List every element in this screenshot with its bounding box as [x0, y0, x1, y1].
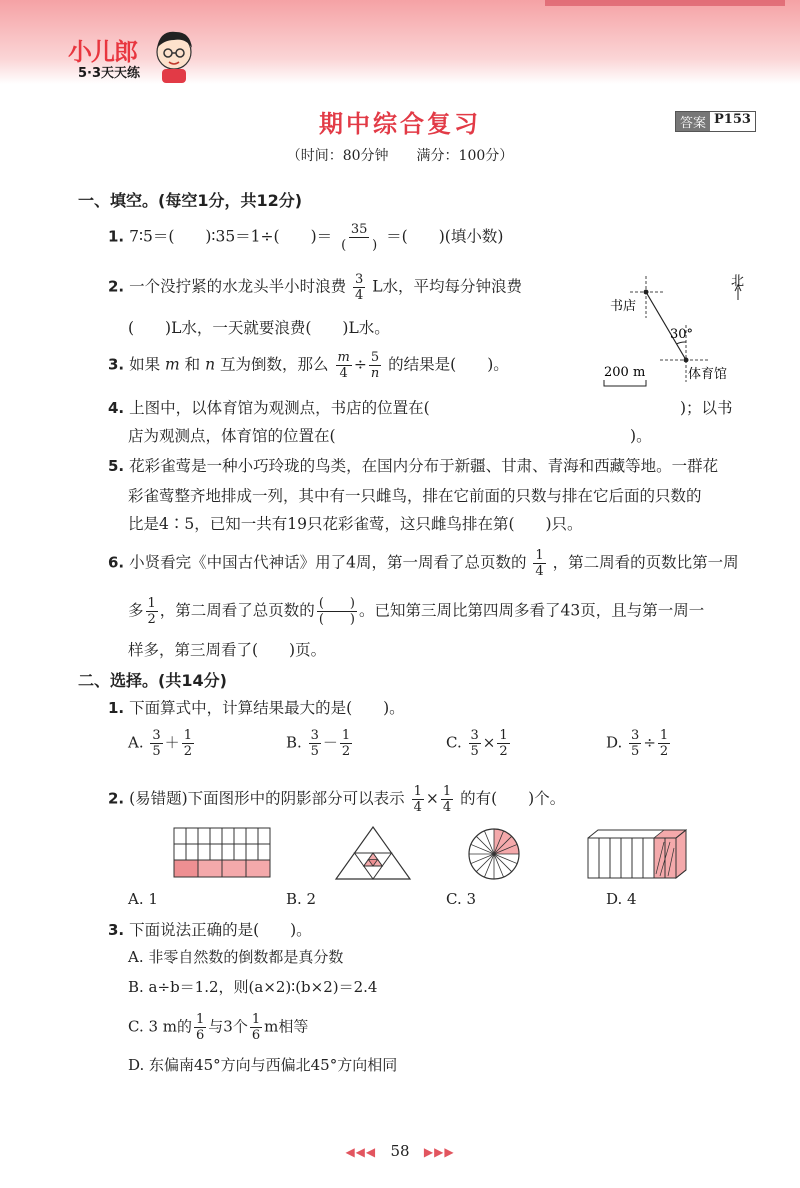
fraction — [629, 728, 641, 759]
north-label: 北 — [731, 274, 745, 289]
statement-b: B. a÷b＝1.2，则(a×2)∶(b×2)＝2.4 — [128, 978, 378, 996]
option-a — [128, 728, 196, 759]
prev-arrows-icon: ◀◀◀ — [345, 1145, 377, 1159]
angle-arc — [677, 342, 687, 344]
question-text: L水，平均每分钟浪费 — [372, 277, 523, 296]
fraction-numerator: 1 — [183, 728, 192, 743]
fraction — [353, 272, 365, 303]
question-1-4-line2: 店为观测点，体育馆的位置在( )。 — [128, 427, 652, 445]
fraction — [339, 222, 379, 253]
fraction — [658, 728, 670, 759]
statement-a: A. 非零自然数的倒数都是真分数 — [128, 948, 344, 966]
answer-page: P153 — [714, 112, 751, 127]
scale-bar — [604, 380, 646, 386]
fraction-denominator: 5 — [310, 744, 319, 759]
operator: × — [425, 789, 439, 808]
option-label: A. — [128, 733, 144, 752]
option-label: D. — [606, 733, 623, 752]
fraction-numerator: 3 — [470, 728, 479, 743]
variable-m: m — [165, 355, 180, 374]
fraction-numerator: 3 — [310, 728, 319, 743]
figure-option-c: C. 3 — [446, 890, 477, 908]
fraction-numerator: 1 — [147, 596, 156, 611]
question-number: 1. — [108, 699, 125, 717]
question-1-2 — [108, 272, 522, 303]
option-c — [446, 728, 512, 759]
fraction-blank — [317, 596, 357, 627]
shaded-cell — [174, 860, 198, 877]
fraction — [469, 728, 481, 759]
operator: ÷ — [643, 733, 656, 752]
fraction — [336, 350, 352, 381]
figure-b-triangles — [334, 824, 412, 882]
fraction-denominator: 6 — [196, 1028, 205, 1043]
question-number: 4. — [108, 399, 125, 417]
fraction-denominator: 2 — [147, 612, 156, 627]
question-2-2 — [108, 784, 565, 815]
section-1-heading: 一、填空。(每空1分，共12分) — [78, 191, 303, 210]
bookstore-gym-line — [646, 292, 686, 360]
question-text: 7∶5＝( )∶35＝1÷( )＝ — [129, 227, 333, 246]
exam-info: （时间：80分钟 满分：100分） — [286, 148, 514, 164]
question-text: 多 — [128, 601, 144, 620]
fraction — [194, 1012, 206, 1043]
question-1-6 — [108, 548, 739, 579]
statement-text: 与3个 — [208, 1017, 248, 1036]
option-b — [286, 728, 354, 759]
fraction-denominator: ( ) — [318, 612, 355, 627]
fraction-numerator: 1 — [413, 784, 422, 799]
fraction-numerator: 1 — [499, 728, 508, 743]
figure-option-b: B. 2 — [286, 890, 317, 908]
fraction-numerator: 1 — [442, 784, 452, 799]
question-text: 如果 — [129, 355, 161, 374]
fraction-denominator: 4 — [339, 366, 348, 381]
answer-page-ref — [675, 111, 756, 132]
question-text: ，第二周看了总页数的 — [159, 601, 315, 620]
question-number: 2. — [108, 277, 125, 296]
fraction-numerator: 3 — [631, 728, 640, 743]
answer-label: 答案 — [676, 112, 710, 131]
fraction-denominator: 2 — [183, 744, 192, 759]
fraction — [533, 548, 545, 579]
question-number: 3. — [108, 921, 125, 939]
direction-map — [590, 270, 780, 395]
question-text: 的结果是( )。 — [388, 355, 509, 374]
mascot-boy-icon — [150, 22, 198, 84]
series-name: 5·3天天练 — [78, 66, 141, 81]
gym-label: 体育馆 — [688, 367, 728, 382]
operator: × — [482, 733, 496, 752]
question-text: 下面算式中，计算结果最大的是( )。 — [129, 699, 405, 717]
question-text: ，第二周看的页数比第一周 — [552, 553, 739, 572]
question-1-6-line3: 样多，第三周看了( )页。 — [128, 641, 327, 659]
fraction-numerator: 1 — [251, 1012, 261, 1027]
statement-c — [128, 1012, 308, 1043]
section-2-heading: 二、选择。(共14分) — [78, 671, 227, 690]
question-number: 1. — [108, 227, 125, 246]
fraction — [369, 350, 381, 381]
fraction — [340, 728, 352, 759]
fraction — [309, 728, 321, 759]
fraction-numerator: 3 — [355, 272, 364, 287]
sector-line — [494, 854, 512, 872]
question-1-5-line3: 比是4∶5，已知一共有19只花彩雀莺，这只雌鸟排在第( )只。 — [128, 515, 583, 533]
question-text: 花彩雀莺是一种小巧玲珑的鸟类，在国内分布于新疆、甘肃、青海和西藏等地。一群花 — [129, 457, 719, 475]
page-title: 期中综合复习 — [319, 110, 481, 138]
fraction-denominator: 4 — [413, 800, 422, 815]
fraction-numerator: ( ) — [318, 596, 355, 611]
figure-c-circle — [466, 826, 522, 882]
question-number: 2. — [108, 789, 125, 808]
fraction — [182, 728, 194, 759]
fraction-numerator: 1 — [196, 1012, 205, 1027]
fraction — [250, 1012, 262, 1043]
operator: ＋ — [164, 733, 180, 752]
option-label: B. — [286, 733, 302, 752]
question-text: 。已知第三周比第四周多看了43页，且与第一周一 — [358, 601, 705, 620]
question-text: 下面说法正确的是( )。 — [129, 921, 312, 939]
question-2-3 — [108, 918, 312, 940]
fraction-denominator: 4 — [442, 800, 452, 815]
question-text: 一个没拧紧的水龙头半小时浪费 — [129, 277, 347, 296]
fraction — [146, 596, 158, 627]
fraction — [441, 784, 453, 815]
statement-text: C. 3 m的 — [128, 1017, 193, 1036]
fraction — [497, 728, 509, 759]
question-1-5-line2: 彩雀莺整齐地排成一列，其中有一只雌鸟，排在它前面的只数与排在它后面的只数的 — [128, 487, 702, 505]
question-text: 互为倒数，那么 — [220, 355, 329, 374]
sector-line — [476, 836, 494, 854]
fraction — [150, 728, 162, 759]
fraction-numerator: 35 — [350, 222, 368, 237]
fraction-denominator: 2 — [659, 744, 669, 759]
question-text: 小贤看完《中国古代神话》用了4周，第一周看了总页数的 — [129, 553, 527, 572]
fraction-denominator: 4 — [535, 564, 544, 579]
question-text: 和 — [184, 355, 201, 374]
question-2-1 — [108, 696, 405, 718]
fraction-numerator: 5 — [370, 350, 380, 365]
figure-a-grid — [172, 826, 274, 880]
fraction-numerator: 3 — [152, 728, 161, 743]
question-text: 上图中，以体育馆为观测点，书店的位置在( — [129, 399, 430, 417]
fraction-denominator: 6 — [251, 1028, 261, 1043]
question-1-4 — [108, 396, 430, 418]
fraction-denominator: 4 — [355, 288, 364, 303]
question-1-3 — [108, 350, 509, 381]
sector-line — [476, 854, 494, 872]
fraction — [412, 784, 424, 815]
question-text: (易错题)下面图形中的阴影部分可以表示 — [129, 789, 405, 808]
question-1-2-line2: ( )L水，一天就要浪费( )L水。 — [128, 319, 390, 337]
figure-option-a: A. 1 — [128, 890, 158, 908]
fraction-denominator: n — [370, 366, 380, 381]
figure-option-d: D. 4 — [606, 890, 637, 908]
fraction-denominator: 5 — [470, 744, 479, 759]
fraction-denominator: 5 — [152, 744, 161, 759]
gym-point — [684, 358, 689, 363]
operator: ÷ — [353, 355, 367, 374]
fraction-numerator: m — [337, 350, 350, 365]
figure-d-cuboid — [584, 826, 688, 882]
angle-label: 30° — [670, 327, 694, 342]
next-arrows-icon: ▶▶▶ — [423, 1145, 455, 1159]
page-number: 58 — [390, 1142, 410, 1160]
question-text: ＝( )(填小数) — [386, 227, 504, 246]
operator: － — [322, 733, 338, 752]
question-1-5 — [108, 454, 718, 476]
question-1-4-end: )；以书 — [680, 399, 733, 417]
question-number: 3. — [108, 355, 125, 374]
fraction-denominator: ( ) — [341, 238, 378, 253]
fraction-denominator: 2 — [341, 744, 351, 759]
page-footer — [0, 1142, 800, 1160]
option-label: C. — [446, 733, 462, 752]
option-d — [606, 728, 672, 759]
variable-n: n — [205, 355, 216, 374]
question-number: 6. — [108, 553, 125, 572]
scale-label: 200 m — [604, 365, 646, 380]
question-text: 的有( )个。 — [460, 789, 566, 808]
fraction-numerator: 1 — [341, 728, 351, 743]
brand-logo-text: 小儿郎 — [68, 38, 137, 66]
header-stripe — [545, 0, 785, 6]
question-1-1 — [108, 222, 503, 253]
statement-text: m相等 — [264, 1017, 309, 1036]
question-number: 5. — [108, 457, 125, 475]
fraction-numerator: 1 — [659, 728, 669, 743]
statement-d: D. 东偏南45°方向与西偏北45°方向相同 — [128, 1056, 398, 1074]
fraction-denominator: 2 — [499, 744, 508, 759]
fraction-denominator: 5 — [631, 744, 640, 759]
bookstore-label: 书店 — [610, 299, 637, 314]
fraction-numerator: 1 — [535, 548, 544, 563]
question-1-6-line2 — [128, 596, 704, 627]
